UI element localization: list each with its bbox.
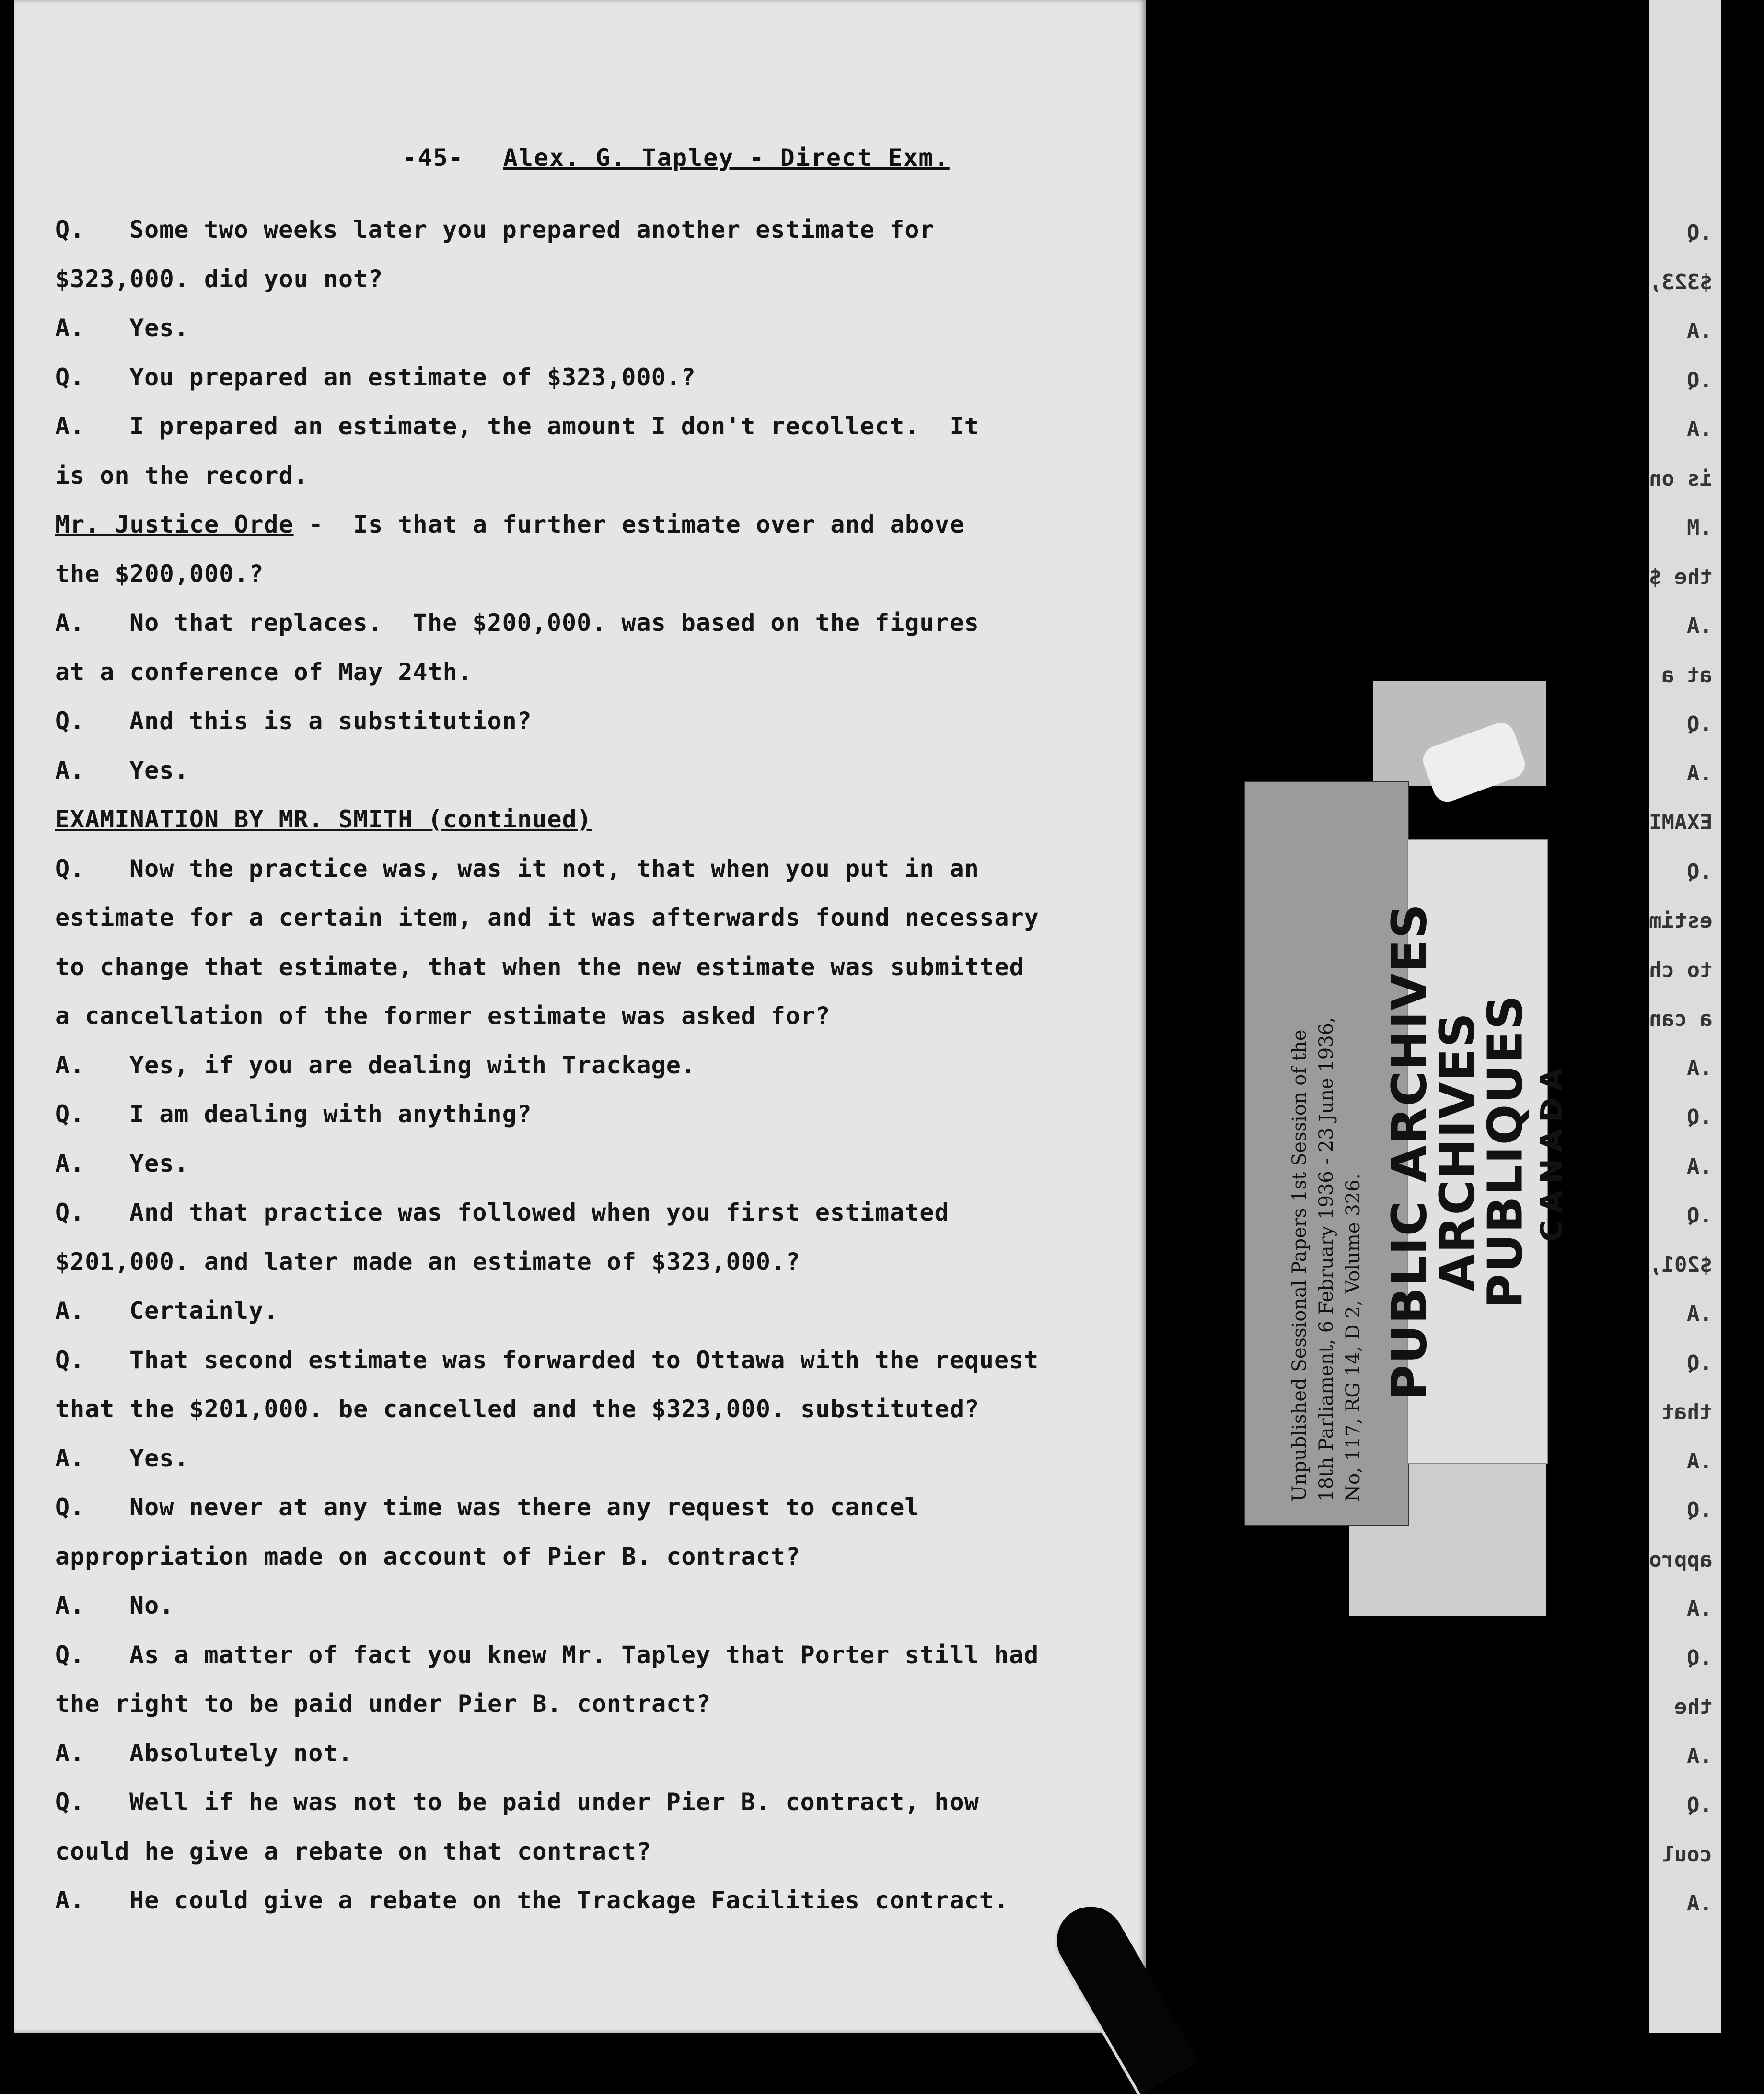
transcript-line [55, 1886, 1009, 1914]
facing-page-fragment: .M [1687, 515, 1712, 540]
line-text: He could give a rebate on the Trackage Facilities contract. [129, 1886, 1010, 1914]
transcript-page [14, 0, 1146, 2033]
qa-label: A. [55, 1297, 85, 1325]
facing-page-fragment: .Q [1687, 1793, 1712, 1817]
transcript-line [55, 1346, 1039, 1374]
transcript-line [55, 707, 532, 735]
transcript-line [55, 314, 189, 342]
archives-stamp-text [1381, 852, 1569, 1451]
line-text: Now the practice was, was it not, that when you put in an [129, 854, 979, 883]
transcript-line [55, 1788, 979, 1816]
qa-label: Q. [55, 1640, 85, 1669]
facing-page-fragment: .Q [1687, 1105, 1712, 1129]
archive-label-group [1244, 681, 1569, 1616]
qa-label: A. [55, 1149, 85, 1177]
transcript-line [55, 904, 1039, 931]
transcript-line [55, 1150, 189, 1177]
qa-label: Q. [55, 363, 85, 391]
qa-label: Q. [55, 216, 85, 244]
facing-page-fragment: .A [1687, 1596, 1712, 1621]
facing-page-fragment: .Q [1687, 1203, 1712, 1228]
line-text: Now never at any time was there any request to cancel [129, 1493, 920, 1521]
transcript-line [55, 560, 264, 588]
facing-page-fragment: the [1674, 1695, 1712, 1719]
line-text: No that replaces. The $200,000. was based on the figures [129, 609, 979, 637]
facing-page-fragment: .A [1687, 1891, 1712, 1916]
line-text: Yes, if you are dealing with Trackage. [129, 1051, 696, 1079]
facing-page-fragment: that [1661, 1400, 1712, 1424]
facing-page-fragment: a can [1649, 1007, 1712, 1031]
line-text: that the $201,000. be cancelled and the $323,000. substituted? [55, 1395, 980, 1423]
line-text: No. [129, 1592, 174, 1619]
transcript-line [55, 855, 979, 883]
transcript-line [55, 1297, 279, 1325]
transcript-line [55, 1641, 1039, 1669]
qa-label: A. [55, 1051, 85, 1079]
transcript-line: EXAMINATION BY MR. SMITH (continued) [55, 805, 592, 833]
slip-line: No, 117, RG 14, D 2, Volume 326. [1342, 1173, 1364, 1501]
transcript-line [55, 1198, 950, 1226]
qa-label: Q. [55, 854, 85, 883]
slip-line: Unpublished Sessional Papers 1st Session of the [1288, 1029, 1311, 1501]
line-text: at a conference of May 24th. [55, 658, 473, 686]
line-text: Certainly. [129, 1297, 279, 1325]
transcript-line [55, 1002, 830, 1030]
transcript-line [55, 511, 964, 538]
facing-page-fragment: .A [1687, 761, 1712, 786]
line-text: could he give a rebate on that contract? [55, 1837, 652, 1865]
page-header [14, 144, 1146, 172]
facing-page-fragment: coul [1661, 1842, 1712, 1867]
line-text: is on the record. [55, 461, 309, 489]
archive-reference-text [1286, 806, 1367, 1501]
transcript-line [55, 216, 935, 244]
line-text: You prepared an estimate of $323,000.? [129, 363, 696, 391]
facing-page-fragment: .Q [1687, 1350, 1712, 1375]
facing-page-fragment: .A [1687, 1302, 1712, 1326]
transcript-line [55, 953, 1024, 981]
page-number: -45- [402, 144, 464, 172]
line-text: Absolutely not. [129, 1739, 353, 1767]
qa-label: Q. [55, 1788, 85, 1816]
transcript-line [55, 1248, 801, 1276]
line-text: estimate for a certain item, and it was afterwards found necessary [55, 904, 1039, 931]
facing-page-fragment: .A [1687, 1056, 1712, 1081]
qa-label: A. [55, 1592, 85, 1619]
facing-page-fragment: .Q [1687, 368, 1712, 393]
line-text: Yes. [129, 314, 189, 342]
qa-label: A. [55, 1739, 85, 1767]
facing-page-fragment: .Q [1687, 859, 1712, 884]
archives-stamp [1381, 839, 1569, 1464]
qa-label: Q. [55, 707, 85, 735]
transcript-line [55, 1395, 979, 1423]
transcript-line [55, 462, 309, 489]
facing-page-fragment: at a [1661, 663, 1712, 687]
speaker-name: Mr. Justice Orde [55, 511, 294, 538]
facing-page-fragment: .A [1687, 319, 1712, 343]
qa-label: Q. [55, 1346, 85, 1374]
line-text: As a matter of fact you knew Mr. Tapley that Porter still had [129, 1640, 1039, 1669]
line-text: And this is a substitution? [129, 707, 532, 735]
facing-page-fragment: .Q [1687, 1645, 1712, 1670]
qa-label: A. [55, 1444, 85, 1472]
line-text: to change that estimate, that when the new estimate was submitted [55, 953, 1024, 981]
facing-page-fragment: appro [1649, 1547, 1712, 1572]
transcript-line [55, 363, 696, 391]
facing-page-fragment: estim [1649, 908, 1712, 933]
facing-page-fragment: .A [1687, 1744, 1712, 1768]
transcript-line [55, 1543, 801, 1570]
line-text: Yes. [129, 1444, 189, 1472]
transcript-line [55, 756, 189, 784]
qa-label: A. [55, 412, 85, 440]
qa-label: A. [55, 609, 85, 637]
transcript-line [55, 412, 979, 440]
line-text: I prepared an estimate, the amount I don't recollect. It [129, 412, 979, 440]
qa-label: A. [55, 314, 85, 342]
stamp-row-country: CANADA [1534, 1061, 1569, 1242]
transcript-line [55, 1592, 174, 1619]
line-text: the $200,000.? [55, 559, 264, 588]
transcript-line [55, 1100, 532, 1128]
slip-line: 18th Parliament, 6 February 1936 - 23 June 1936, [1315, 1017, 1337, 1501]
facing-page-fragment: .Q [1687, 221, 1712, 245]
facing-page-edge [1649, 0, 1721, 2033]
facing-page-fragment: .A [1687, 1449, 1712, 1474]
stamp-row-french: ARCHIVES PUBLIQUES [1429, 994, 1533, 1309]
facing-page-fragment: .Q [1687, 712, 1712, 736]
line-text: Some two weeks later you prepared another estimate for [129, 216, 935, 244]
facing-page-fragment: .A [1687, 417, 1712, 442]
qa-label: Q. [55, 1198, 85, 1226]
transcript-line [55, 1444, 189, 1472]
line-text: Well if he was not to be paid under Pier B. contract, how [129, 1788, 979, 1816]
line-text: $323,000. did you not? [55, 265, 383, 293]
qa-label: Q. [55, 1493, 85, 1521]
transcript-line [55, 265, 383, 293]
qa-label: A. [55, 1886, 85, 1914]
facing-page-fragment: .Q [1687, 1498, 1712, 1523]
facing-page-fragment: EXAMI [1649, 810, 1712, 835]
transcript-line [55, 609, 979, 637]
transcript-line [55, 1690, 711, 1718]
transcript-line [55, 1493, 919, 1521]
page-title: Alex. G. Tapley - Direct Exm. [503, 144, 950, 172]
transcript-line [55, 658, 473, 686]
line-text: I am dealing with anything? [129, 1100, 532, 1128]
qa-label: A. [55, 756, 85, 784]
line-text: And that practice was followed when you first estimated [129, 1198, 950, 1226]
line-text: appropriation made on account of Pier B. contract? [55, 1542, 801, 1570]
line-text: a cancellation of the former estimate was asked for? [55, 1002, 831, 1030]
facing-page-fragment: $323, [1649, 269, 1712, 294]
transcript-line [55, 1739, 353, 1767]
line-text: Yes. [129, 756, 189, 784]
line-text: That second estimate was forwarded to Ottawa with the request [129, 1346, 1039, 1374]
facing-page-fragment: .A [1687, 1154, 1712, 1179]
facing-page-fragment: to ch [1649, 957, 1712, 982]
line-text: the right to be paid under Pier B. contract? [55, 1690, 711, 1718]
line-text: Yes. [129, 1149, 189, 1177]
transcript-line [55, 1051, 696, 1079]
facing-page-fragment: .A [1687, 614, 1712, 638]
facing-page-fragment: $201, [1649, 1252, 1712, 1277]
stamp-row-english: PUBLIC ARCHIVES [1381, 903, 1438, 1400]
line-text: $201,000. and later made an estimate of $323,000.? [55, 1247, 801, 1276]
facing-page-fragment: the $ [1649, 564, 1712, 589]
qa-label: Q. [55, 1100, 85, 1128]
line-text: - Is that a further estimate over and above [293, 511, 965, 538]
facing-page-fragment: is on [1649, 466, 1712, 491]
transcript-line [55, 1838, 651, 1865]
